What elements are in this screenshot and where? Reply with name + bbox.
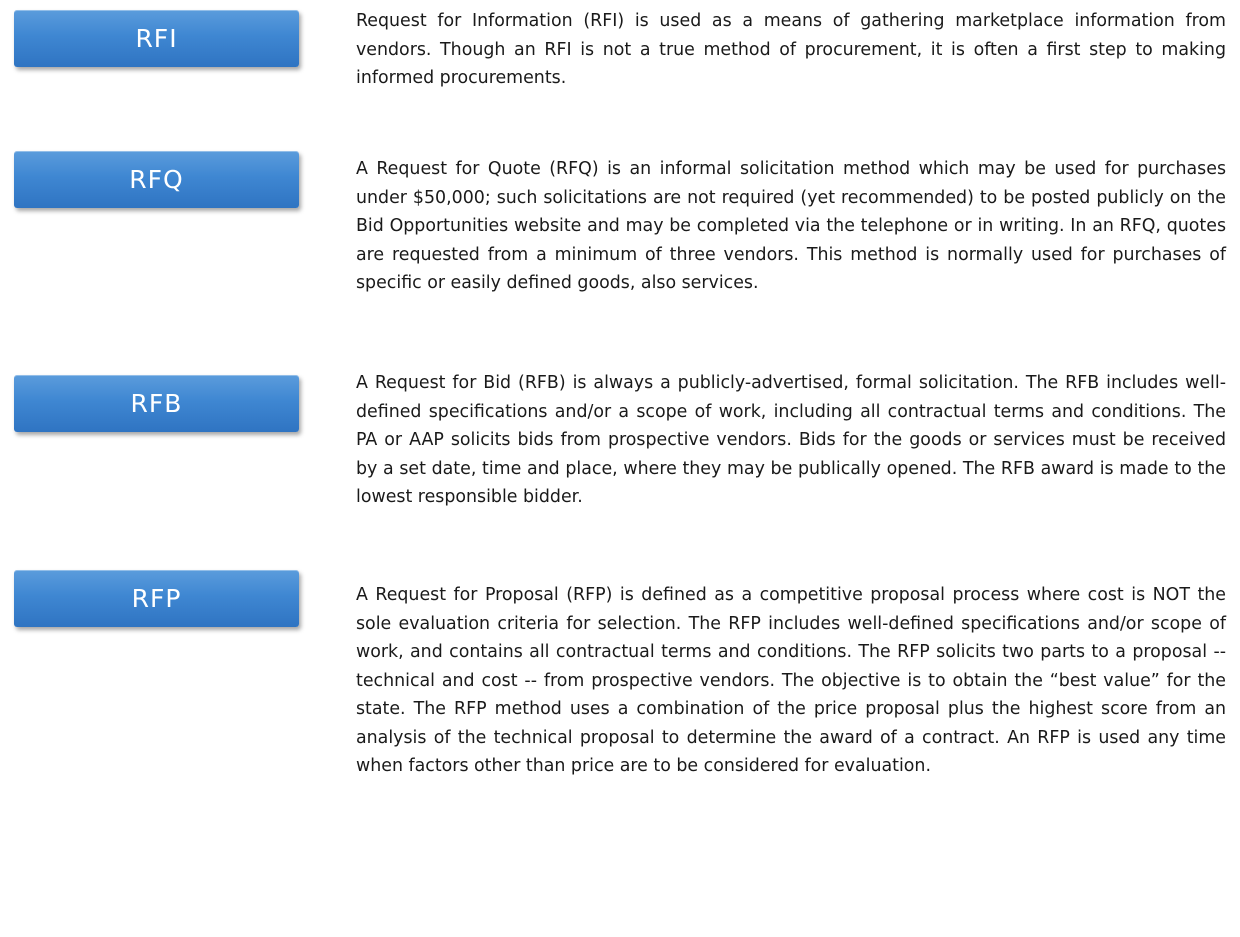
rfi-label: RFI [135,24,178,53]
rfb-label: RFB [130,389,183,418]
rfp-label-box [14,570,299,627]
rfi-description: Request for Information (RFI) is used as a means of gathering marketplace information from vendors. Though an RFI is not a true method of procurement, it is often a first step to making informed procurements. [356,11,1226,88]
rfq-label: RFQ [129,165,184,194]
rfi-label-box [14,10,299,67]
rfp-label: RFP [131,584,182,613]
rfq-description: A Request for Quote (RFQ) is an informal solicitation method which may be used for purchases under $50,000; such solicitations are not required (yet recommended) to be posted publicly on the Bid Opportunities website and may be completed via the telephone or in writing. In an RFQ, quotes are requested from a minimum of three vendors. This method is normally used for purchases of specific or easily defined goods, also services. [356,159,1226,293]
rfq-label-box [14,151,299,208]
rfb-description: A Request for Bid (RFB) is always a publicly-advertised, formal solicitation. The RFB includes well-defined specifications and/or a scope of work, including all contractual terms and conditions. The PA or AAP solicits bids from prospective vendors. Bids for the goods or services must be received by a set date, time and place, where they may be publically opened. The RFB award is made to the lowest responsible bidder. [356,373,1226,507]
rfp-description: A Request for Proposal (RFP) is defined as a competitive proposal process where cost is NOT the sole evaluation criteria for selection. The RFP includes well-defined specifications and/or scope of work, and contains all contractual terms and conditions. The RFP solicits two parts to a proposal -- technical and cost -- from prospective vendors. The objective is to obtain the “best value” for the state. The RFP method uses a combination of the price proposal plus the highest score from an analysis of the technical proposal to determine the award of a contract. An RFP is used any time when factors other than price are to be considered for evaluation. [356,585,1226,776]
rfb-label-box [14,375,299,432]
